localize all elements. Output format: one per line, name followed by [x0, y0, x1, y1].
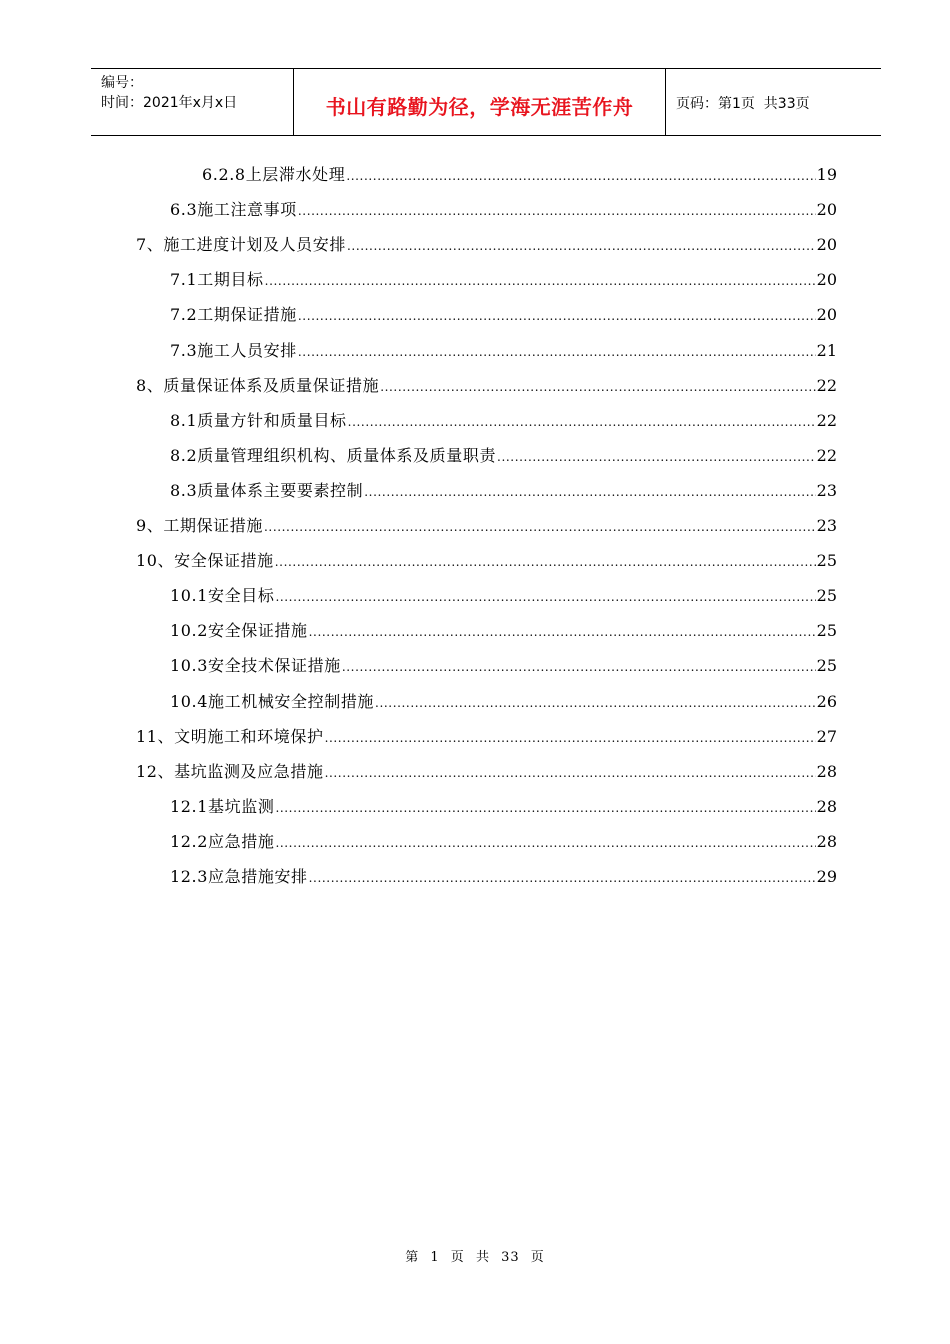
document-time-label: 时间：2021年x月x日 [101, 95, 238, 111]
toc-dot-leader [497, 450, 816, 464]
toc-entry-title: 10、安全保证措施 [136, 551, 274, 571]
footer-total-pages: 33 [501, 1250, 520, 1265]
toc-entry-page: 22 [816, 375, 837, 395]
toc-entry[interactable] [170, 267, 837, 297]
toc-entry-title: 7、施工进度计划及人员安排 [136, 235, 346, 255]
toc-entry[interactable] [170, 338, 837, 368]
toc-entry-page: 28 [816, 831, 837, 851]
toc-entry[interactable] [136, 724, 837, 754]
toc-dot-leader [265, 274, 816, 288]
toc-entry-title: 8.3质量体系主要要素控制 [170, 480, 364, 500]
toc-entry-title: 9、工期保证措施 [136, 516, 263, 535]
toc-entry-title: 10.3安全技术保证措施 [170, 656, 341, 676]
toc-entry-title: 8.1质量方针和质量目标 [170, 410, 347, 430]
toc-entry-title: 7.2工期保证措施 [170, 305, 297, 325]
toc-entry[interactable] [170, 653, 837, 683]
toc-dot-leader [364, 485, 815, 499]
toc-entry[interactable] [170, 618, 837, 648]
toc-dot-leader [375, 696, 816, 710]
toc-dot-leader [348, 415, 816, 429]
toc-dot-leader [342, 660, 816, 674]
toc-entry-title: 6.2.8上层滞水处理 [202, 165, 346, 184]
toc-entry[interactable] [136, 513, 837, 543]
toc-dot-leader [346, 169, 815, 183]
toc-dot-leader [325, 731, 816, 745]
toc-entry[interactable] [170, 829, 837, 859]
toc-dot-leader [298, 309, 816, 323]
footer-di: 第 [405, 1250, 420, 1265]
toc-entry-page: 23 [816, 516, 837, 535]
toc-entry-page: 20 [816, 270, 837, 290]
toc-entry-title: 8.2质量管理组织机构、质量体系及质量职责 [170, 445, 497, 465]
header-left-cell [91, 69, 293, 135]
toc-entry-title: 6.3施工注意事项 [170, 200, 297, 220]
toc-entry-title: 12、基坑监测及应急措施 [136, 761, 324, 781]
toc-entry[interactable] [202, 162, 837, 192]
header-motto: 书山有路勤为径，学海无涯苦作舟 [325, 95, 634, 119]
toc-entry-page: 20 [816, 200, 837, 220]
toc-entry-title: 10.2安全保证措施 [170, 621, 308, 641]
toc-dot-leader [309, 625, 816, 639]
footer-ye: 页 [450, 1250, 465, 1265]
toc-entry-page: 25 [816, 551, 837, 571]
toc-entry-page: 20 [816, 305, 837, 325]
toc-entry-page: 22 [816, 410, 837, 430]
toc-entry[interactable] [136, 759, 837, 789]
toc-entry-page: 26 [816, 691, 837, 711]
toc-dot-leader [298, 345, 816, 359]
toc-entry[interactable] [136, 373, 837, 403]
toc-dot-leader [275, 555, 816, 569]
page-footer [0, 1246, 950, 1265]
page-header [91, 68, 881, 136]
toc-dot-leader [325, 766, 816, 780]
toc-dot-leader [275, 590, 815, 604]
toc-entry-title: 12.3应急措施安排 [170, 867, 308, 886]
toc-entry-title: 8、质量保证体系及质量保证措施 [136, 375, 380, 395]
toc-entry[interactable] [136, 232, 837, 262]
toc-entry-page: 22 [816, 445, 837, 465]
header-page-label: 页码：第1页 共33页 [676, 96, 810, 112]
toc-entry[interactable] [170, 408, 837, 438]
toc-entry[interactable] [170, 302, 837, 332]
toc-entry-title: 10.1安全目标 [170, 586, 275, 606]
toc-entry-page: 23 [816, 480, 837, 500]
toc-entry-page: 27 [816, 726, 837, 746]
document-number-label: 编号： [101, 75, 143, 91]
toc-entry[interactable] [170, 583, 837, 613]
toc-entry[interactable] [136, 548, 837, 578]
toc-entry-page: 25 [816, 621, 837, 641]
toc-entry-title: 12.1基坑监测 [170, 796, 275, 816]
toc-entry-page: 28 [816, 796, 837, 816]
toc-dot-leader [275, 836, 815, 850]
toc-entry[interactable] [170, 864, 837, 894]
toc-dot-leader [264, 520, 816, 534]
toc-entry-page: 29 [816, 867, 837, 886]
header-middle-cell [293, 69, 666, 135]
toc-entry[interactable] [170, 794, 837, 824]
toc-dot-leader [298, 204, 816, 218]
toc-entry-title: 10.4施工机械安全控制措施 [170, 691, 375, 711]
footer-ye-end: 页 [530, 1250, 545, 1265]
toc-entry-title: 12.2应急措施 [170, 831, 275, 851]
toc-entry-page: 21 [816, 340, 837, 360]
toc-entry[interactable] [170, 478, 837, 508]
header-right-cell [666, 69, 881, 135]
toc-entry-title: 7.1工期目标 [170, 270, 264, 290]
toc-entry[interactable] [170, 197, 837, 227]
toc-dot-leader [275, 801, 815, 815]
toc-dot-leader [347, 239, 816, 253]
toc-entry-page: 28 [816, 761, 837, 781]
toc-entry-title: 11、文明施工和环境保护 [136, 726, 324, 746]
toc-entry-page: 20 [816, 235, 837, 255]
footer-page-number: 1 [430, 1250, 440, 1265]
toc-entry-page: 25 [816, 656, 837, 676]
toc-entry[interactable] [170, 443, 837, 473]
toc-dot-leader [309, 871, 816, 885]
footer-gong: 共 [475, 1250, 490, 1265]
toc-entry-title: 7.3施工人员安排 [170, 340, 297, 360]
toc-dot-leader [380, 380, 815, 394]
toc-entry[interactable] [170, 689, 837, 719]
toc-entry-page: 25 [816, 586, 837, 606]
toc-entry-page: 19 [816, 165, 837, 184]
